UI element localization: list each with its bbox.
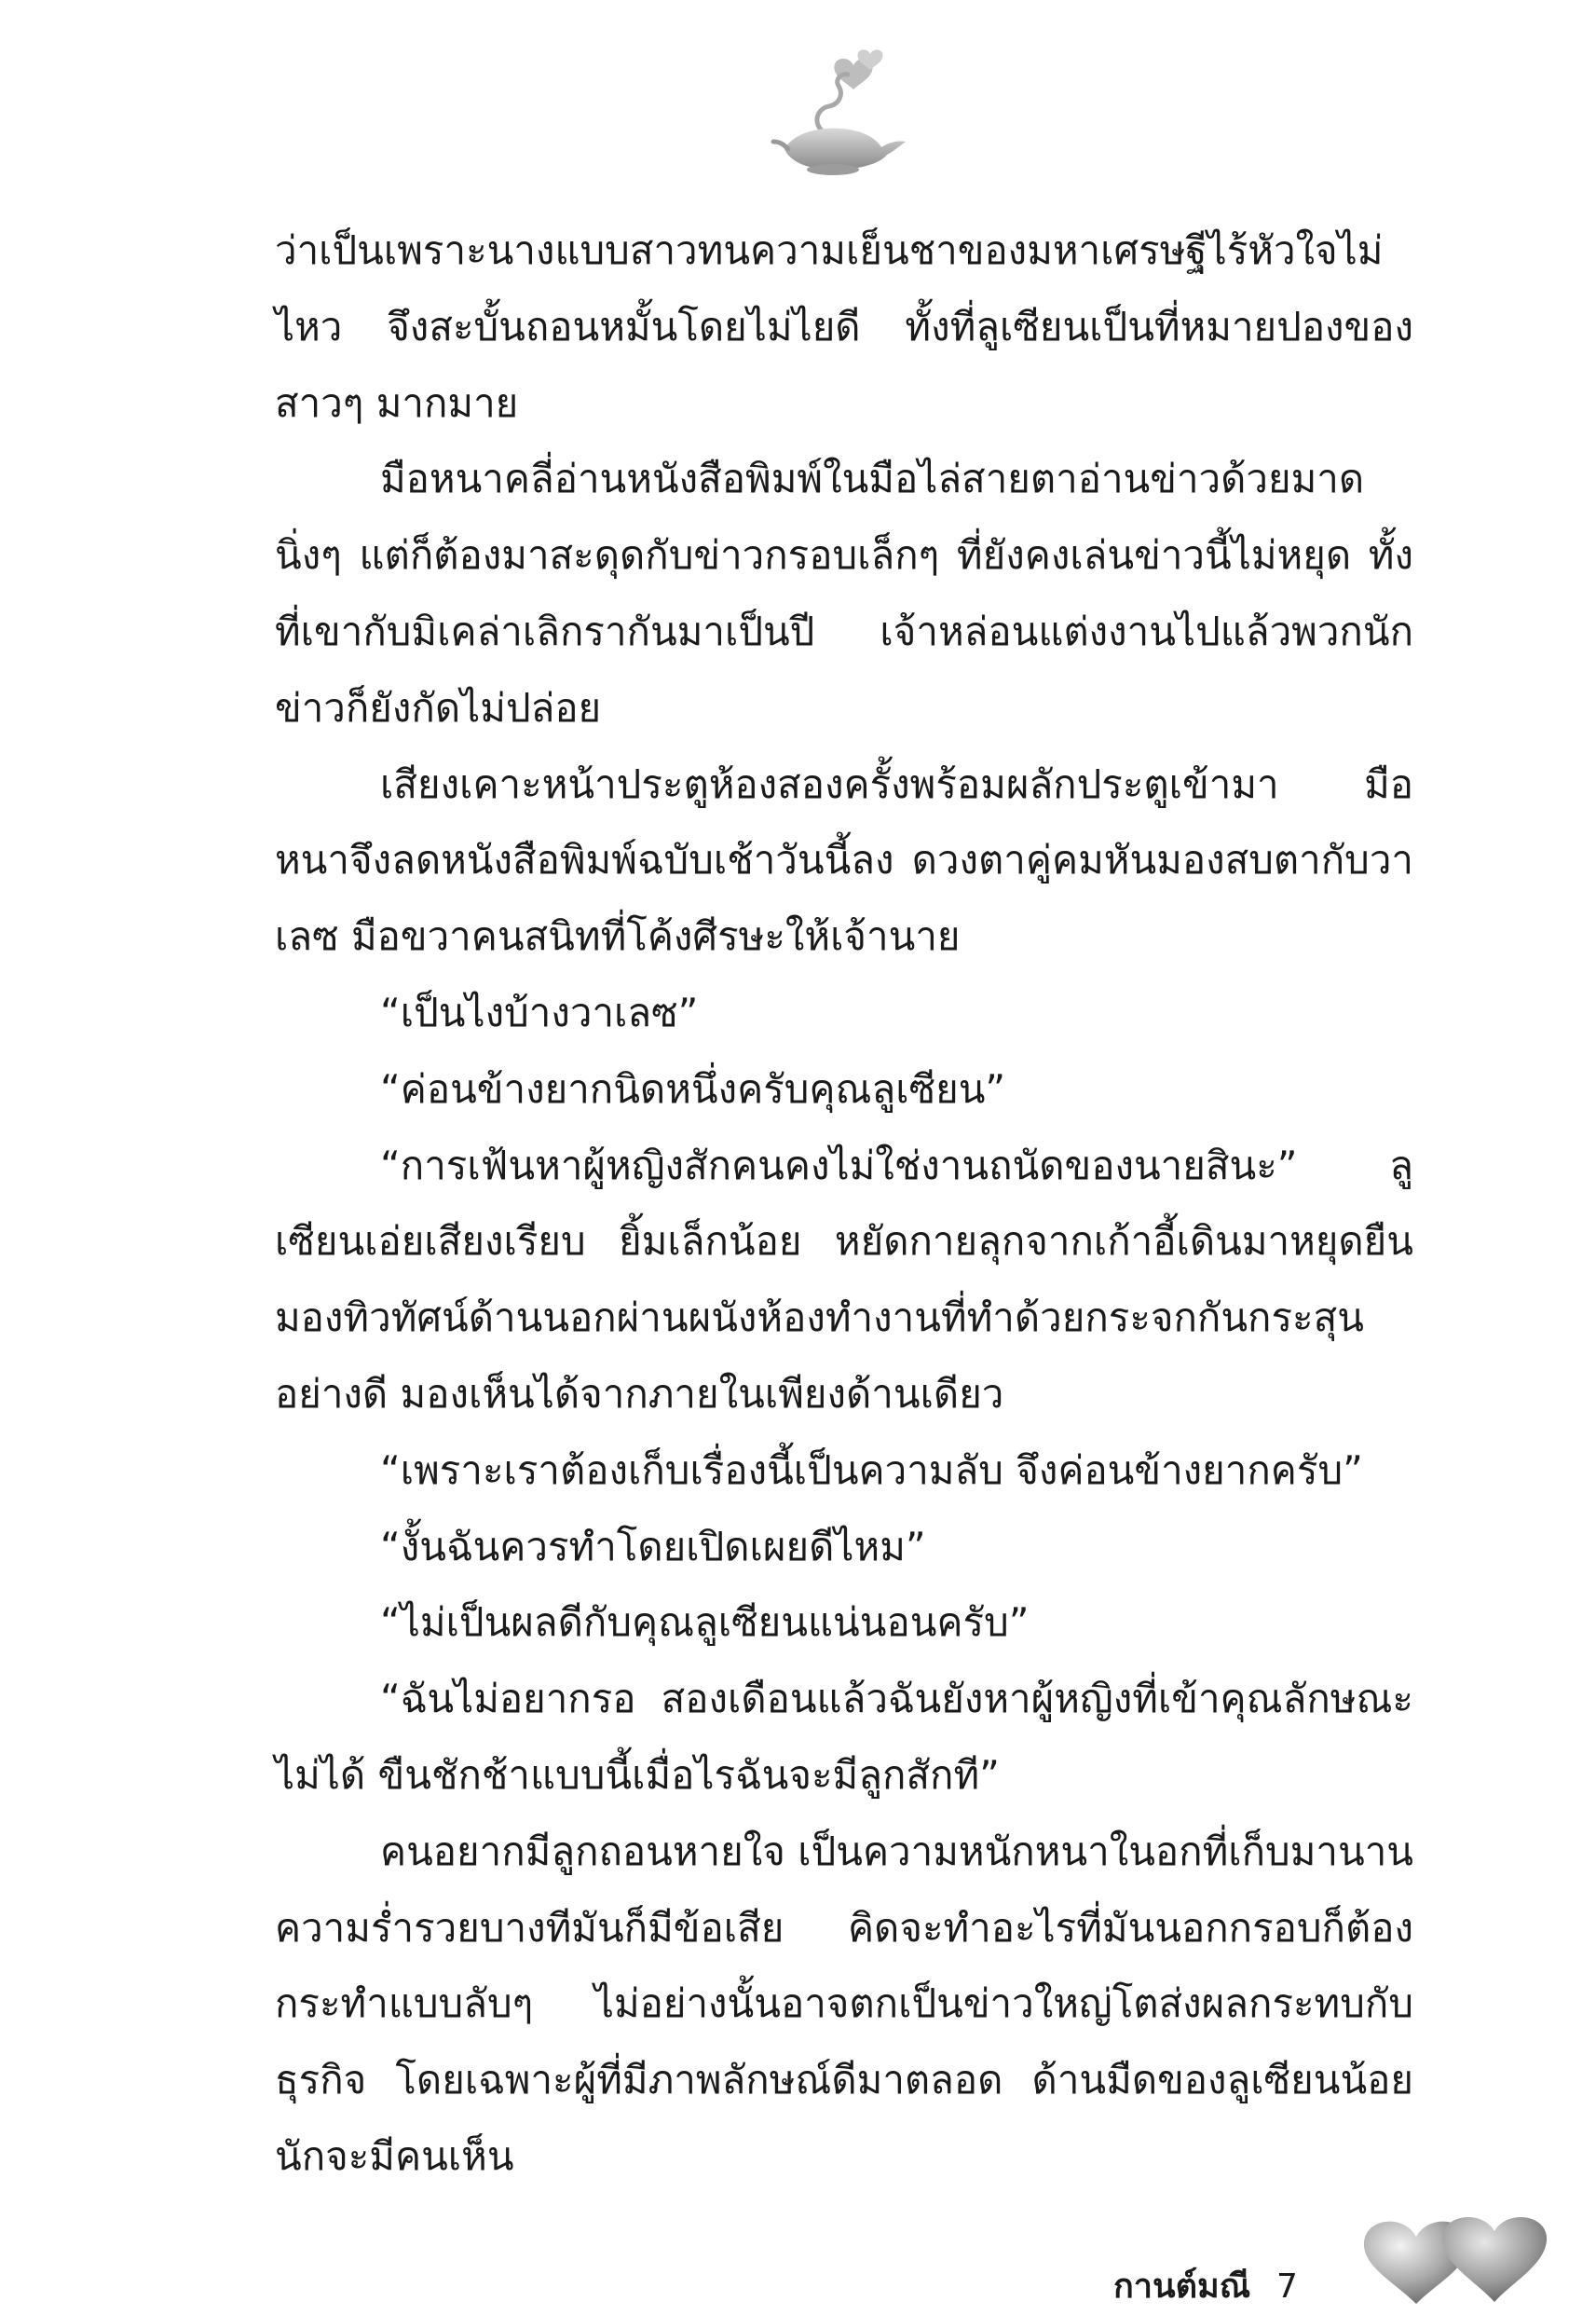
paragraph: มือหนาคลี่อ่านหนังสือพิมพ์ในมือไล่สายตาอ่านข่าวด้วยมาดนิ่งๆ แต่ก็ต้องมาสะดุดกับข่าวกรอบเล็กๆ ที่ยังคงเล่นข่าวนี้ไม่หยุด ทั้งที่เขากับมิเคล่าเลิกรากันมาเป็นปี เจ้าหล่อนแต่งงานไปแล้วพวกนักข่าวก็ยังกัดไม่ปล่อย <box>275 456 1413 731</box>
paragraph: “ไม่เป็นผลดีกับคุณลูเซียนแน่นอนครับ” <box>380 1599 1030 1646</box>
paragraph: เสียงเคาะหน้าประตูห้องสองครั้งพร้อมผลักประตูเข้ามา มือหนาจึงลดหนังสือพิมพ์ฉบับเช้าวันนี้ลง ดวงตาคู่คมหันมองสบตากับวาเลซ มือขวาคนสนิทที่โค้งศีรษะให้เจ้านาย <box>275 760 1413 960</box>
twin-hearts-icon <box>1362 2211 1553 2311</box>
text-body <box>275 212 1413 2195</box>
paragraph: “เพราะเราต้องเก็บเรื่องนี้เป็นความลับ จึงค่อนข้างยากครับ” <box>380 1446 1363 1493</box>
author-name: กานต์มณี <box>1113 2267 1251 2306</box>
paragraph: ว่าเป็นเพราะนางแบบสาวทนความเย็นชาของมหาเศรษฐีไร้หัวใจไม่ไหว จึงสะบั้นถอนหมั้นโดยไม่ไยดี ทั้งที่ลูเซียนเป็นที่หมายปองของสาวๆ มากมาย <box>275 227 1413 426</box>
paragraph: “ฉันไม่อยากรอ สองเดือนแล้วฉันยังหาผู้หญิงที่เข้าคุณลักษณะไม่ได้ ขืนชักช้าแบบนี้เมื่อไรฉันจะมีลูกสักที” <box>275 1676 1413 1798</box>
genie-lamp-heart-icon <box>757 45 915 185</box>
paragraph: “งั้นฉันควรทำโดยเปิดเผยดีไหม” <box>380 1523 926 1569</box>
paragraph: “ค่อนข้างยากนิดหนึ่งครับคุณลูเซียน” <box>380 1065 1006 1112</box>
paragraph: “เป็นไงบ้างวาเลซ” <box>380 989 699 1035</box>
paragraph: “การเฟ้นหาผู้หญิงสักคนคงไม่ใช่งานถนัดของนายสินะ” ลูเซียนเอ่ยเสียงเรียบ ยิ้มเล็กน้อย หยัดกายลุกจากเก้าอี้เดินมาหยุดยืนมองทิวทัศน์ด้านนอกผ่านผนังห้องทำงานที่ทำด้วยกระจกกันกระสุนอย่างดี มองเห็นได้จากภายในเพียงด้านเดียว <box>275 1142 1413 1417</box>
paragraph: คนอยากมีลูกถอนหายใจ เป็นความหนักหนาในอกที่เก็บมานาน ความร่ำรวยบางทีมันก็มีข้อเสีย คิดจะทำอะไรที่มันนอกกรอบก็ต้องกระทำแบบลับๆ ไม่อย่างนั้นอาจตกเป็นข่าวใหญ่โตส่งผลกระทบกับธุรกิจ โดยเฉพาะผู้ที่มีภาพลักษณ์ดีมาตลอด ด้านมืดของลูเซียนน้อยนักจะมีคนเห็น <box>275 1828 1413 2179</box>
page-number: 7 <box>1276 2267 1298 2306</box>
